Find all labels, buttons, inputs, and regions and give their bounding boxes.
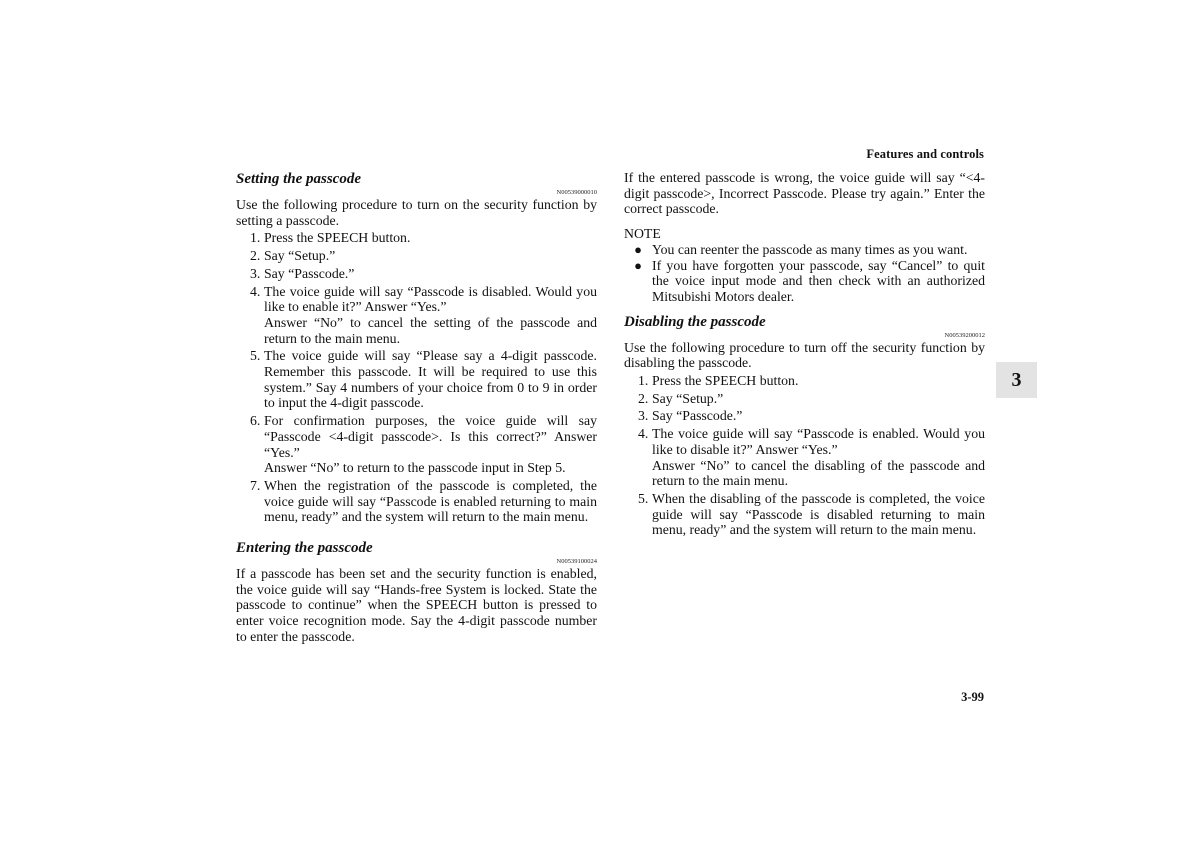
section-code-setting: N00539000010 — [556, 189, 597, 196]
disabling-intro: Use the following procedure to turn off the security function by disabling the passcode. — [624, 339, 985, 371]
step-item — [236, 348, 597, 411]
step-number: 4. — [638, 426, 649, 442]
step-number: 3. — [638, 408, 649, 424]
step-text: Say “Setup.” — [652, 390, 724, 406]
step-item — [236, 478, 597, 525]
entering-text: If a passcode has been set and the security function is enabled, the voice guide will say “Hands-free System is locked. State the passcode to continue” when the SPEECH button is pressed to enter voice recognition mode. Say the 4-digit passcode number to enter the passcode. — [236, 566, 597, 644]
step-item — [624, 491, 985, 538]
step-item — [624, 391, 985, 407]
step-text: Press the SPEECH button. — [652, 373, 799, 389]
step-number: 6. — [250, 413, 261, 429]
step-extra-text: Answer “No” to return to the passcode input in Step 5. — [264, 460, 566, 476]
step-text: Say “Setup.” — [264, 248, 336, 264]
step-text: Say “Passcode.” — [264, 265, 355, 281]
note-title: NOTE — [624, 226, 661, 242]
step-text: For confirmation purposes, the voice guide will say “Passcode <4-digit passcode>. Is this correct?” Answer “Yes.” — [264, 413, 597, 460]
step-text: When the disabling of the passcode is completed, the voice guide will say “Passcode is disabled returning to main menu, ready” and the system will return to the main menu. — [652, 490, 985, 538]
step-number: 3. — [250, 265, 261, 281]
section-heading-disabling: Disabling the passcode — [624, 313, 766, 330]
step-item — [624, 408, 985, 424]
step-text: Press the SPEECH button. — [264, 230, 411, 246]
step-text: The voice guide will say “Passcode is enabled. Would you like to disable it?” Answer “Yes.” — [652, 426, 985, 457]
chapter-tab: 3 — [996, 362, 1037, 398]
running-head: Features and controls — [866, 147, 984, 161]
step-number: 7. — [250, 477, 261, 493]
step-item — [624, 373, 985, 389]
left-column — [236, 170, 597, 645]
step-text: The voice guide will say “Please say a 4-digit passcode. Remember this passcode. It will be required to use this system.” Say 4 numbers of your choice from 0 to 9 in order to input the 4-digit passcode. — [264, 348, 597, 411]
note-item: ● You can reenter the passcode as many times as you want. — [624, 242, 985, 258]
step-item — [624, 426, 985, 489]
step-item — [236, 284, 597, 347]
step-extra-text: Answer “No” to cancel the setting of the passcode and return to the main menu. — [264, 314, 597, 346]
step-number: 4. — [250, 283, 261, 299]
setting-intro: Use the following procedure to turn on the security function by setting a passcode. — [236, 197, 597, 228]
section-code-entering: N00539100024 — [556, 558, 597, 566]
step-number: 5. — [638, 490, 649, 506]
step-item — [236, 413, 597, 476]
section-code-disabling: N00539200012 — [944, 331, 985, 339]
step-text: Say “Passcode.” — [652, 408, 743, 424]
step-item — [236, 248, 597, 264]
step-number: 1. — [638, 373, 649, 389]
bullet-icon: ● — [634, 257, 642, 273]
step-number: 2. — [250, 248, 261, 264]
section-heading-setting: Setting the passcode — [236, 171, 362, 187]
setting-steps — [236, 230, 597, 525]
step-item — [236, 230, 597, 246]
bullet-icon: ● — [634, 241, 642, 257]
note-item: ● If you have forgotten your passcode, say “Cancel” to quit the voice input mode and then check with an authorized Mitsubishi Motors dealer. — [624, 258, 985, 305]
page-number: 3-99 — [961, 690, 984, 704]
right-column — [624, 170, 985, 538]
disabling-steps — [624, 373, 985, 538]
step-item — [236, 266, 597, 282]
step-extra-text: Answer “No” to cancel the disabling of the passcode and return to the main menu. — [652, 457, 985, 489]
step-number: 1. — [250, 230, 261, 246]
wrong-passcode-text: If the entered passcode is wrong, the voice guide will say “<4-digit passcode>, Incorrect Passcode. Please try again.” Enter the correct passcode. — [624, 170, 985, 217]
step-text: When the registration of the passcode is completed, the voice guide will say “Passcode is enabled returning to main menu, ready” and the system will return to the main menu. — [264, 477, 597, 525]
step-text: The voice guide will say “Passcode is disabled. Would you like to enable it?” Answer “Yes.” — [264, 283, 597, 315]
step-number: 2. — [638, 390, 649, 406]
step-number: 5. — [250, 348, 261, 364]
note-list — [624, 242, 985, 305]
section-heading-entering: Entering the passcode — [236, 540, 373, 557]
